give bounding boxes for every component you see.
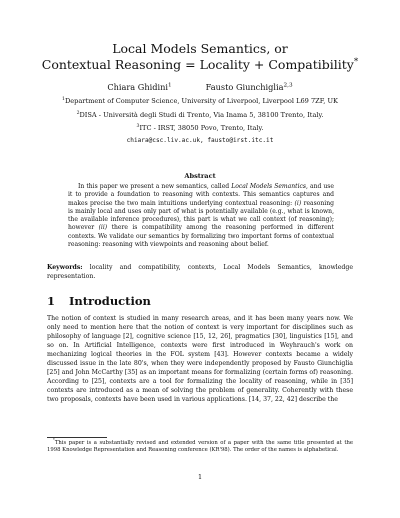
abstract-text: , and use it to provide a foundation to reasoning with contexts. This semantics captures and makes precise the two main intuitions underlying contextual reasoning: — [68, 183, 334, 207]
affiliation-mark: 3 — [136, 123, 140, 129]
keywords-text: locality and compatibility, contexts, Local Models Semantics, knowledge representation. — [47, 264, 354, 280]
affiliation-text: DISA - Università degli Studi di Trento, Via Inama 5, 38100 Trento, Italy. — [79, 111, 324, 119]
abstract-text: reasoning is mainly local and uses only part of what is potentially available (e.g., what is known, the available inference procedures), this part is what we call context (of reasoning); however — [68, 199, 334, 232]
paper-title-text: Contextual Reasoning = Locality + Compatibility — [41, 57, 354, 72]
page-number: 1 — [197, 473, 203, 481]
author-name: Fausto Giunchiglia — [205, 82, 284, 92]
section-heading — [47, 294, 151, 308]
body-paragraph: The notion of context is studied in many research areas, and it has been many years now. We only need to mention here that the notion of context is very important for disciplines such as philosophy of language [2], cognitive science [15, 12, 26], pragmatics [30], linguistics [15], and so on. In Artificial Intelligence, contexts were first introduced in Weyhrauch's work on mechanizing logical theories in the FOL system [43]. However contexts became a widely discussed issue in the late 80's, when they were independently proposed by Fausto Giunchiglia [25] and John McCarthy [35] as an important means for formalizing (certain forms of) reasoning. According to [25], contexts are a tool for formalizing the locality of reasoning, while in [35] contexts are introduced as a mean of solving the problem of generality. Coherently with these two proposals, contexts have been used in various applications. [14, 37, 22, 42] describe the — [47, 315, 353, 403]
affiliation-text: ITC - IRST, 38050 Povo, Trento, Italy. — [139, 124, 264, 132]
author-affil-mark: 1 — [167, 82, 172, 89]
affiliation — [30, 111, 370, 120]
footnote-text: This paper is a substantially revised and extended version of a paper with the same title presented at the 1998 Knowledge Representation and Reasoning conference (KR'98). The order of the names is alphabetical. — [47, 440, 353, 454]
author-affil-mark: 2,3 — [283, 82, 293, 89]
title-footnote-mark: * — [353, 56, 359, 67]
affiliation — [30, 124, 370, 133]
author-name: Chiara Ghidini — [107, 82, 168, 92]
abstract-paragraph — [68, 183, 334, 249]
abstract-body — [68, 183, 334, 249]
affiliation-mark: 2 — [76, 110, 80, 116]
abstract-text: there is compatibility among the reasoning performed in different contexts. We validate our semantics by formalizing two important forms of contextual reasoning: reasoning with viewpoints and reasoning about belief. — [68, 224, 334, 249]
author-emails: chiara@csc.liv.ac.uk, fausto@irst.itc.it — [126, 137, 274, 144]
abstract-text: In this paper we present a new semantics, called — [78, 183, 232, 190]
affiliation — [30, 97, 370, 106]
section-body — [47, 315, 353, 405]
affiliation-text: Department of Computer Science, University of Liverpool, Liverpool L69 7ZF, UK — [64, 97, 338, 105]
footnote-mark: * — [53, 438, 55, 443]
footnote-rule — [47, 437, 107, 438]
paper-title-line-2 — [30, 57, 370, 73]
abstract-emphasis: (i) — [294, 199, 302, 207]
abstract-heading: Abstract — [184, 172, 216, 180]
paper-title-line-1: Local Models Semantics, or — [112, 41, 288, 56]
abstract-emphasis: (ii) — [98, 224, 108, 232]
author-list — [30, 82, 370, 92]
abstract-emphasis: Local Models Semantics — [231, 183, 307, 190]
keywords — [47, 264, 353, 282]
keywords-label: Keywords: — [47, 264, 83, 271]
section-title: Introduction — [69, 294, 151, 308]
footnote — [47, 440, 353, 455]
section-number: 1 — [47, 294, 56, 308]
affiliation-mark: 1 — [62, 96, 65, 102]
